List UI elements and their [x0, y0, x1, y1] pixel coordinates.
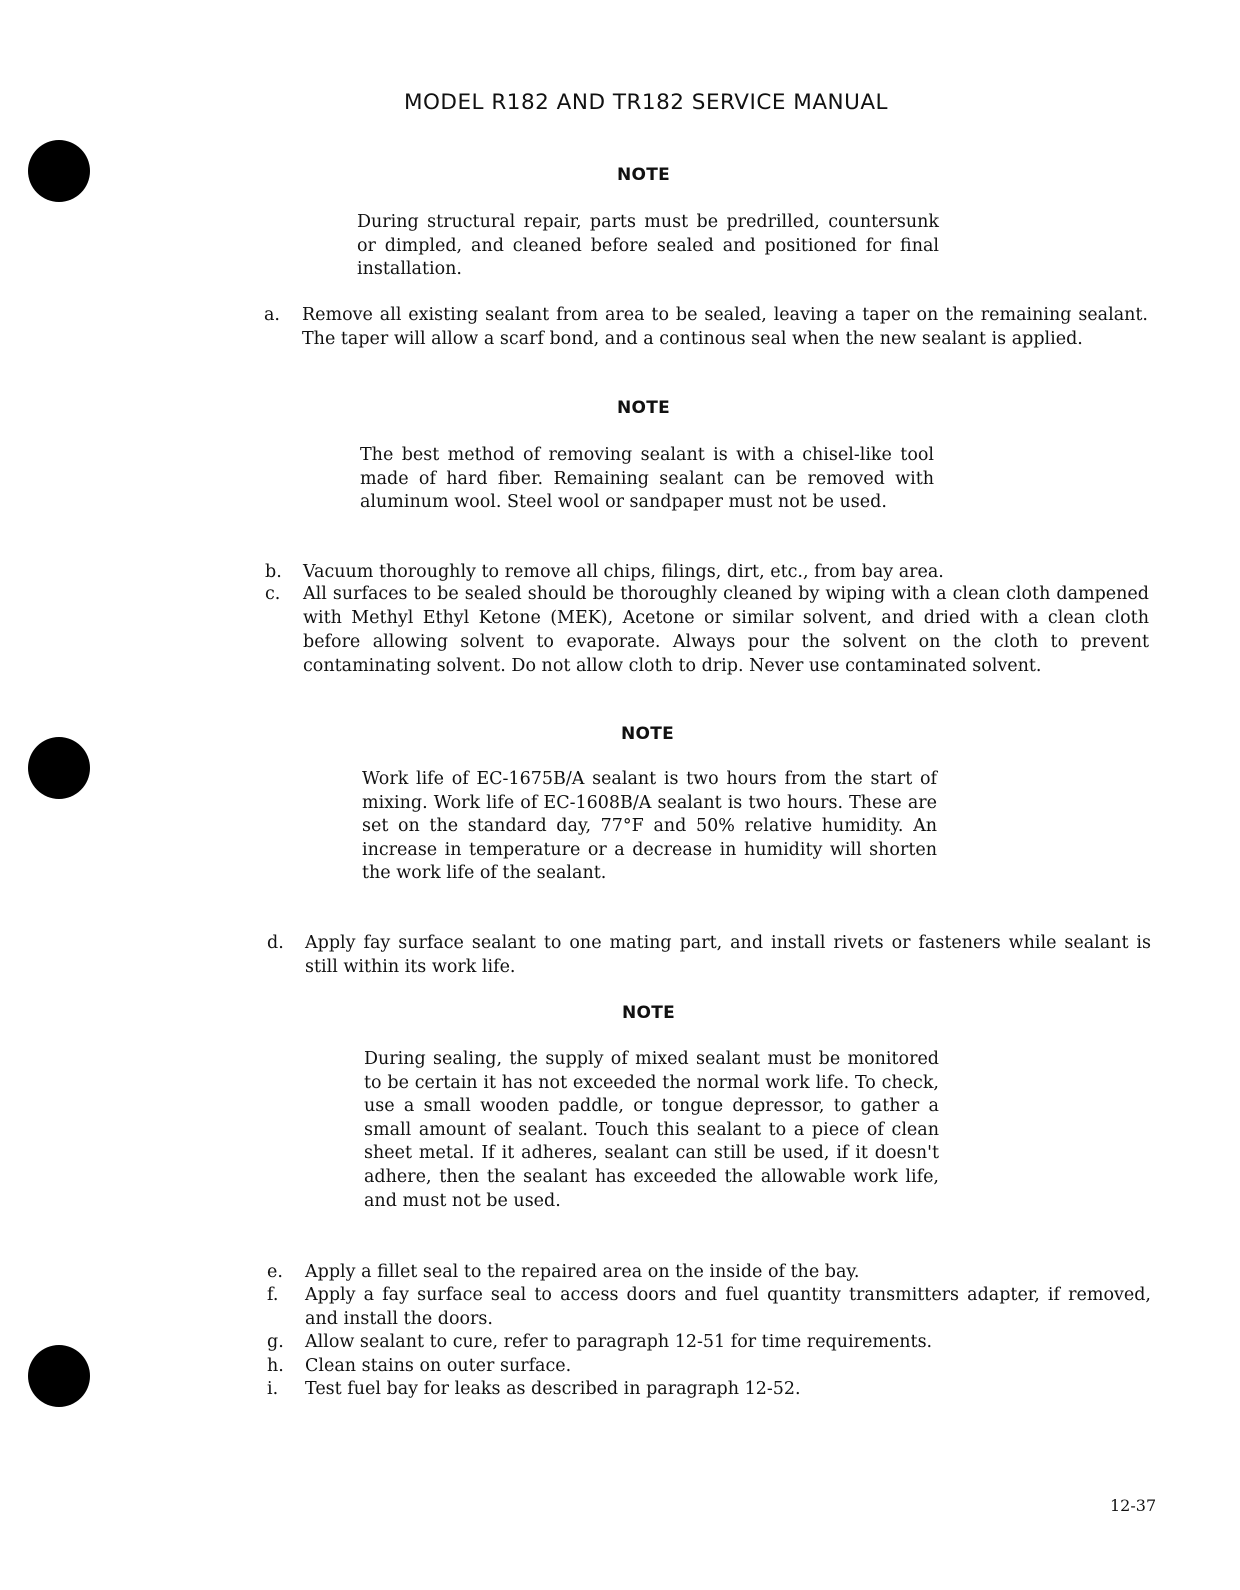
- step-letter: b.: [265, 562, 282, 582]
- binder-hole: [28, 140, 90, 202]
- step-item: [265, 582, 1149, 678]
- note-heading: NOTE: [621, 724, 675, 744]
- step-letter: e.: [267, 1262, 283, 1282]
- step-item: [267, 1330, 1151, 1354]
- step-text: Apply a fillet seal to the repaired area on the inside of the bay.: [305, 1262, 860, 1282]
- step-item: [267, 1260, 1151, 1284]
- step-text: Test fuel bay for leaks as described in paragraph 12-52.: [305, 1379, 801, 1399]
- step-item: [264, 303, 1148, 351]
- step-text: All surfaces to be sealed should be thoroughly cleaned by wiping with a clean cloth dampened with Methyl Ethyl Ketone (MEK), Acetone or similar solvent, and dried with a clean cloth before allowing solvent to evaporate. Always pour the solvent on the cloth to prevent contaminating solvent. Do not allow cloth to drip. Never use contaminated solvent.: [303, 584, 1149, 676]
- page-title: MODEL R182 AND TR182 SERVICE MANUAL: [403, 90, 889, 115]
- note-text: The best method of removing sealant is with a chisel-like tool made of hard fiber. Remaining sealant can be removed with aluminum wool. Steel wool or sandpaper must not be used.: [360, 445, 934, 513]
- step-letter: g.: [267, 1332, 284, 1352]
- step-item: [267, 1283, 1151, 1331]
- note-text: During sealing, the supply of mixed sealant must be monitored to be certain it has not exceeded the normal work life. To check, use a small wooden paddle, or tongue depressor, to gather a small amount of sealant. Touch this sealant to a piece of clean sheet metal. If it adheres, sealant can still be used, if it doesn't adhere, then the sealant has exceeded the allowable work life, and must not be used.: [364, 1049, 939, 1211]
- step-letter: i.: [267, 1379, 279, 1399]
- note-heading: NOTE: [617, 398, 671, 418]
- note-heading: NOTE: [622, 1003, 676, 1023]
- step-text: Allow sealant to cure, refer to paragraph 12-51 for time requirements.: [305, 1332, 933, 1352]
- step-letter: c.: [265, 584, 281, 604]
- step-item: [267, 1377, 1151, 1401]
- step-item: [267, 1354, 1151, 1378]
- note-text: During structural repair, parts must be predrilled, countersunk or dimpled, and cleaned before sealed and positioned for final installation.: [357, 212, 939, 280]
- step-text: Clean stains on outer surface.: [305, 1356, 572, 1376]
- step-text: Remove all existing sealant from area to be sealed, leaving a taper on the remaining sealant. The taper will allow a scarf bond, and a continous seal when the new sealant is applied.: [302, 305, 1148, 349]
- step-item: [265, 560, 1149, 584]
- step-letter: f.: [267, 1285, 279, 1305]
- step-letter: a.: [264, 305, 280, 325]
- step-text: Vacuum thoroughly to remove all chips, filings, dirt, etc., from bay area.: [303, 562, 944, 582]
- step-letter: d.: [267, 933, 284, 953]
- step-text: Apply fay surface sealant to one mating part, and install rivets or fasteners while sealant is still within its work life.: [305, 933, 1151, 977]
- note-heading: NOTE: [617, 165, 671, 185]
- note-text: Work life of EC-1675B/A sealant is two hours from the start of mixing. Work life of EC-1608B/A sealant is two hours. These are set on the standard day, 77°F and 50% relative humidity. An increase in temperature or a decrease in humidity will shorten the work life of the sealant.: [362, 769, 937, 884]
- step-text: Apply a fay surface seal to access doors and fuel quantity transmitters adapter, if removed, and install the doors.: [305, 1285, 1151, 1329]
- binder-hole: [28, 1345, 90, 1407]
- binder-hole: [28, 737, 90, 799]
- step-item: [267, 931, 1151, 979]
- page-number: 12-37: [1110, 1496, 1157, 1515]
- step-letter: h.: [267, 1356, 284, 1376]
